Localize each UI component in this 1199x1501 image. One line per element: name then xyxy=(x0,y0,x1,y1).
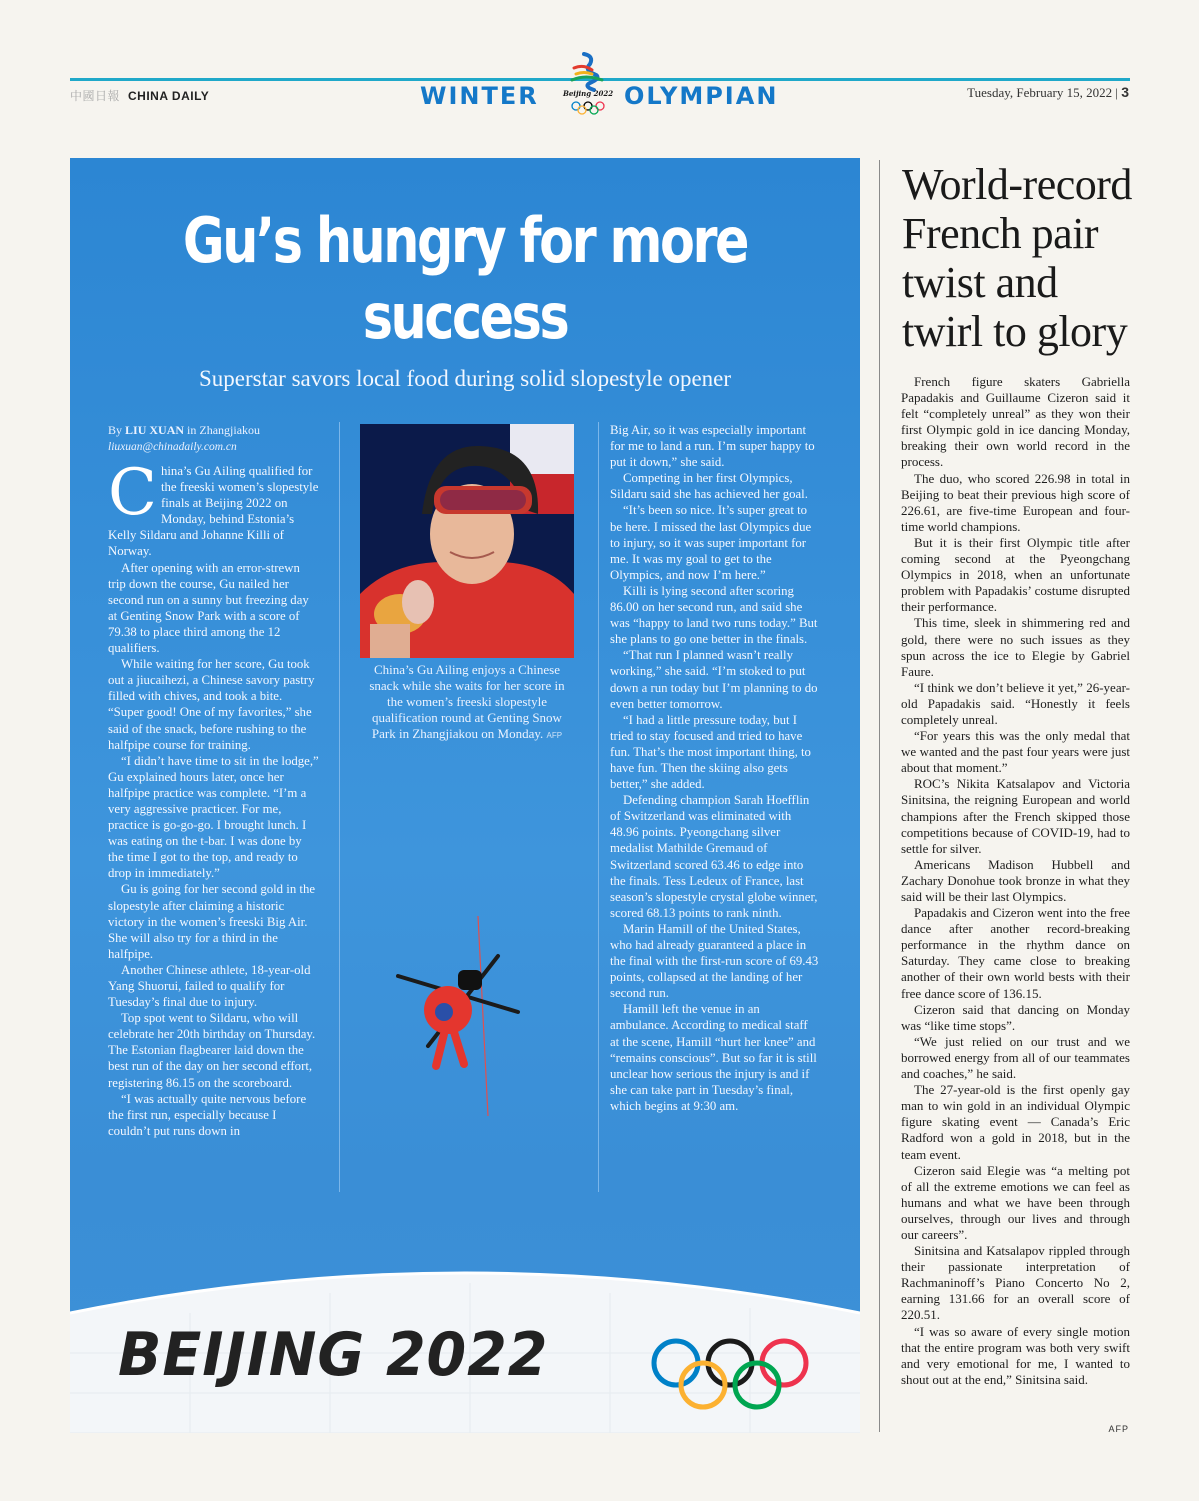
paragraph: Another Chinese athlete, 18-year-old Yang Shuorui, failed to qualify for Tuesday’s final due to injury. xyxy=(108,962,311,1010)
paragraph: French figure skaters Gabriella Papadakis and Guillaume Cizeron said it felt “completely unreal” as they won their first Olympic gold in ice dancing Monday, breaking their own world record in the process. xyxy=(901,374,1130,470)
byline xyxy=(108,422,320,455)
beijing-2022-emblem-icon xyxy=(560,50,616,116)
feature-panel xyxy=(70,158,860,1433)
article-column-3 xyxy=(610,422,820,1114)
paragraph: Hamill left the venue in an ambulance. According to medical staff at the scene, Hamill “hurt her knee” and “remains conscious”. But so far it is still unclear how serious the injury is and if she can take part in Tuesday’s final, which begins at 9:30 am. xyxy=(610,1002,817,1113)
paragraph: Sinitsina and Katsalapov rippled through their passionate interpretation of Rachmaninoff’s Piano Concerto No 2, earning 131.66 for an overall score of 220.51. xyxy=(901,1243,1130,1323)
paragraph: “For years this was the only medal that we wanted and the past four years were just about that moment.” xyxy=(901,728,1130,776)
paragraph: Papadakis and Cizeron went into the free dance after another record-breaking performance in the rhythm dance on Saturday. They came close to breaking another of their own world bests with their free dance score of 136.15. xyxy=(901,905,1130,1001)
side-story-credit: AFP xyxy=(1108,1424,1129,1434)
photo-credit: AFP xyxy=(546,731,563,740)
athlete-photo xyxy=(360,424,574,658)
paragraph: Top spot went to Sildaru, who will celebrate her 20th birthday on Thursday. The Estonian flagbearer laid down the best run of the day on her second effort, registering 86.15 on the scoreboard. xyxy=(108,1011,316,1090)
main-headline: Gu’s hungry for more success xyxy=(182,204,748,353)
paragraph: Competing in her first Olympics, Sildaru said she has achieved her goal. xyxy=(610,471,808,502)
paragraph: Defending champion Sarah Hoefflin of Switzerland was eliminated with 48.96 points. Pyeongchang silver medalist Mathilde Gremaud of Switzerland scored 63.46 to edge into the finals. Tess Ledeux of France, last season’s slopestyle crystal globe winner, scored 68.13 points to rank ninth. xyxy=(610,793,818,920)
paragraph: “I was so aware of every single motion that the entire program was both very swift and very emotional for me, I wanted to shout out at the end,” Sinitsina said. xyxy=(901,1323,1130,1387)
paragraph: The duo, who scored 226.98 in total in Beijing to beat their previous high score of 226.61, are five-time European and four-time world champions. xyxy=(901,470,1130,534)
side-column-divider xyxy=(879,160,880,1432)
side-headline: World-record French pair twist and twirl to glory xyxy=(902,160,1132,356)
paragraph: This time, sleek in shimmering red and gold, there were no such issues as they spun across the ice to Elegie by Gabriel Faure. xyxy=(901,615,1130,679)
byline-place: in Zhangjiakou xyxy=(187,423,261,437)
paragraph: “That run I planned wasn’t really working,” she said. “I’m stoked to put down a run today but I’m planning to do even better tomorrow. xyxy=(610,648,818,711)
paragraph: Killi is lying second after scoring 86.00 on her second run, and said she was “happy to land two runs today.” But she plans to go one better in the finals. xyxy=(610,583,818,647)
paragraph: “I was actually quite nervous before the first run, especially because I couldn’t put runs down in xyxy=(108,1091,307,1138)
paragraph-text: hina’s Gu Ailing qualified for the freeski women’s slopestyle finals at Beijing 2022 on Monday, behind Estonia’s Kelly Sildaru and Johanne Killi of Norway. xyxy=(108,464,319,559)
paragraph: “I think we don’t believe it yet,” 26-year-old Papadakis said. “Honestly it feels completely unreal. xyxy=(901,679,1130,727)
page-number: 3 xyxy=(1121,84,1129,100)
emblem-text: Beijing 2022 xyxy=(562,89,614,98)
paragraph: Big Air, so it was especially important for me to land a run. I’m super happy to put it down,” she said. xyxy=(610,423,815,470)
olympic-rings-icon xyxy=(650,1333,810,1413)
paragraph: “I had a little pressure today, but I tried to stay focused and tried to have fun. That’s the most important thing, to have fun. Then the skiing also gets better,” she added. xyxy=(610,712,811,792)
publication-name-en: CHINA DAILY xyxy=(128,89,210,103)
paragraph: While waiting for her score, Gu took out a jiucaihezi, a Chinese savory pastry filled with chives, and took a bite. “Super good! One of my favorites,” she said of the snack, before rushing to the halfpipe course for training. xyxy=(108,657,315,752)
main-subhead: Superstar savors local food during solid slopestyle opener xyxy=(198,366,732,391)
paragraph xyxy=(108,456,320,560)
side-article-body xyxy=(901,374,1130,1388)
column-divider xyxy=(339,422,340,1192)
paragraph: But it is their first Olympic title after coming second at the Pyeongchang Olympics in 2018, when an unfortunate problem with Papadakis’ costume disrupted their performance. xyxy=(901,534,1130,615)
photo-caption xyxy=(360,662,574,744)
paragraph: “I didn’t have time to sit in the lodge,” Gu explained hours later, once her halfpipe practice was complete. “I’m a very aggressive practicer. For me, practice is go-go-go. I brought lunch. I was eating on the t-bar. I was done by the time I got to the top, and ready to drop in immediately.” xyxy=(108,753,319,881)
paragraph: “We just relied on our trust and we borrowed energy from all of our teammates and coaches,” he said. xyxy=(901,1033,1130,1082)
beijing-2022-banner: BEIJING 2022 xyxy=(118,1320,549,1390)
paragraph: After opening with an error-strewn trip down the course, Gu nailed her second run on a sunny but freezing day at Genting Snow Park with a score of 79.38 to place third among the 12 qualifiers. xyxy=(108,560,309,656)
paragraph: Cizeron said Elegie was “a melting pot of all the extreme emotions we can feel as humans and what we have been through ourselves, through our lives and through our careers”. xyxy=(901,1162,1130,1242)
section-title-left: WINTER xyxy=(420,82,539,110)
paragraph: ROC’s Nikita Katsalapov and Victoria Sinitsina, the reigning European and world champions after the French skipped those competitions because of COVID-19, had to settle for silver. xyxy=(901,776,1130,856)
byline-prefix: By xyxy=(108,423,123,437)
date-separator: | xyxy=(1115,85,1118,100)
column-divider xyxy=(598,422,599,1192)
section-title-right: OLYMPIAN xyxy=(624,82,779,110)
byline-author: LIU XUAN xyxy=(125,423,185,437)
issue-date xyxy=(967,84,1129,101)
date-text: Tuesday, February 15, 2022 xyxy=(967,85,1113,100)
publication-name xyxy=(70,87,209,104)
paragraph: Marin Hamill of the United States, who had already guaranteed a place in the final with the first-run score of 69.43 points, collapsed at the landing of her second run. xyxy=(610,921,819,1001)
paragraph: “It’s been so nice. It’s super great to be here. I missed the last Olympics due to injury, so it was super important for me. It was my goal to get to the Olympics, and now I’m here.” xyxy=(610,503,812,582)
publication-name-cn: 中國日報 xyxy=(70,89,121,103)
byline-email: liuxuan@chinadaily.com.cn xyxy=(108,441,237,453)
skier-figure xyxy=(388,916,528,1116)
paragraph: The 27-year-old is the first openly gay man to win gold in an individual Olympic figure skating event — Canada’s Eric Radford won a gold in 2018, but in the team event. xyxy=(901,1082,1130,1162)
paragraph: Americans Madison Hubbell and Zachary Donohue took bronze in what they said will be their last Olympics. xyxy=(901,856,1130,904)
caption-text: China’s Gu Ailing enjoys a Chinese snack while she waits for her score in the women’s freeski slopestyle qualification round at Genting Snow Park in Zhangjiakou on Monday. xyxy=(369,662,565,741)
article-column-1 xyxy=(108,422,320,1139)
paragraph: Cizeron said that dancing on Monday was “like time stops”. xyxy=(901,1001,1130,1033)
drop-cap: C xyxy=(108,456,157,530)
paragraph: Gu is going for her second gold in the slopestyle after claiming a historic victory in the women’s freeski Big Air. She will also try for a third in the halfpipe. xyxy=(108,882,316,961)
